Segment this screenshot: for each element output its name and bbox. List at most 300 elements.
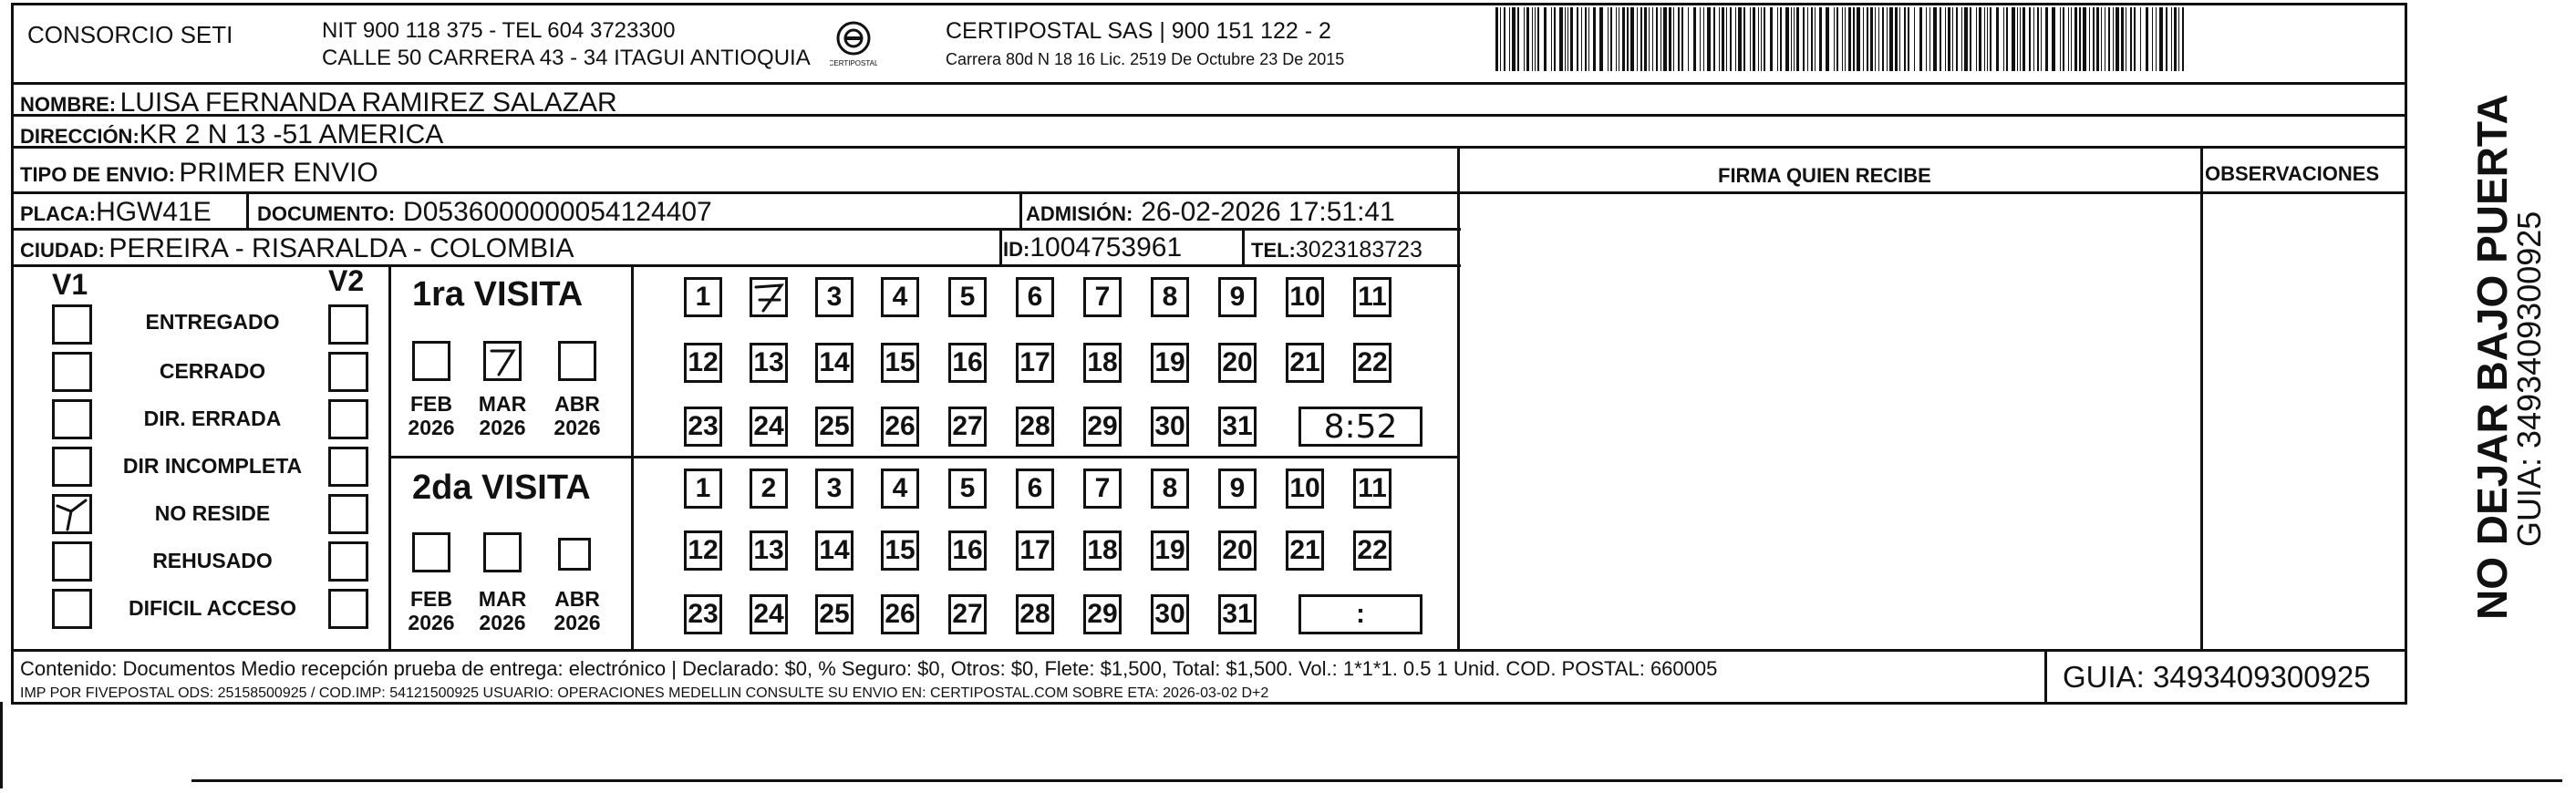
visit2-day-13[interactable]: 13 bbox=[750, 530, 788, 571]
visit1-day-20[interactable]: 20 bbox=[1218, 343, 1257, 383]
barcode-bar bbox=[1652, 7, 1653, 71]
barcode-bar bbox=[1758, 7, 1759, 71]
barcode-bar bbox=[1693, 7, 1696, 71]
barcode-bar bbox=[2108, 7, 2110, 71]
imp-line: IMP POR FIVEPOSTAL ODS: 25158500925 / COD.IMP: 54121500925 USUARIO: OPERACIONES MEDELLIN CONSULTE SU ENVIO EN: CERTIPOSTAL.COM SOBRE ETA: 2026-03-02 D+2 bbox=[20, 685, 1269, 701]
barcode-bar bbox=[2071, 7, 2072, 71]
barcode-bar bbox=[1663, 7, 1667, 71]
barcode-bar bbox=[1551, 7, 1552, 71]
barcode-bar bbox=[1945, 7, 1946, 71]
barcode-bar bbox=[1761, 7, 1762, 71]
barcode-bar bbox=[1834, 7, 1835, 71]
v2-checkbox-rehusado[interactable] bbox=[328, 541, 368, 582]
visit1-month-abr-checkbox[interactable] bbox=[558, 341, 596, 381]
visit1-day-4[interactable]: 4 bbox=[881, 277, 919, 317]
v2-checkbox-no-reside[interactable] bbox=[328, 494, 368, 534]
barcode-bar bbox=[1512, 7, 1516, 71]
barcode-bar bbox=[2101, 7, 2102, 71]
barcode-bar bbox=[1750, 7, 1751, 71]
visit2-title: 2da VISITA bbox=[412, 469, 591, 507]
side-guia: GUIA: 3493409300925 bbox=[2510, 211, 2548, 547]
barcode-bar bbox=[1770, 7, 1773, 71]
visit2-month-abr: ABR 2026 bbox=[553, 587, 601, 635]
barcode-bar bbox=[2029, 7, 2031, 71]
visit2-day-2[interactable]: 2 bbox=[750, 469, 788, 509]
visit1-day-25[interactable]: 25 bbox=[815, 407, 853, 447]
barcode-bar bbox=[1722, 7, 1724, 71]
barcode-bar bbox=[1735, 7, 1736, 71]
barcode-bar bbox=[1526, 7, 1529, 71]
logo-icon bbox=[830, 18, 877, 73]
barcode-bar bbox=[1585, 7, 1587, 71]
barcode-bar bbox=[1504, 7, 1505, 71]
barcode-bar bbox=[1730, 7, 1732, 71]
visit2-day-26[interactable]: 26 bbox=[881, 594, 919, 634]
barcode-bar bbox=[2003, 7, 2004, 71]
barcode-bar bbox=[1713, 7, 1715, 71]
handwritten-mark-icon bbox=[752, 280, 785, 314]
status-label-dir-errada: DIR. ERRADA bbox=[143, 407, 282, 430]
barcode-bar bbox=[1644, 7, 1647, 71]
barcode-bar bbox=[1660, 7, 1661, 71]
plate-divider bbox=[246, 191, 249, 228]
barcode-bar bbox=[1948, 7, 1950, 71]
visit2-day-10[interactable]: 10 bbox=[1286, 469, 1324, 509]
barcode-bar bbox=[1863, 7, 1864, 71]
visit2-day-18[interactable]: 18 bbox=[1083, 530, 1122, 571]
visit2-day-5[interactable]: 5 bbox=[948, 469, 987, 509]
admission-value: 26-02-2026 17:51:41 bbox=[1141, 197, 1395, 227]
barcode-bar bbox=[1649, 7, 1650, 71]
barcode-bar bbox=[1987, 7, 1988, 71]
barcode-bar bbox=[2156, 7, 2157, 71]
license-line: Carrera 80d N 18 16 Lic. 2519 De Octubre 23 De 2015 bbox=[946, 50, 1345, 68]
visit1-day-22[interactable]: 22 bbox=[1353, 343, 1391, 383]
barcode-bar bbox=[1929, 7, 1930, 71]
barcode-bar bbox=[1577, 7, 1578, 71]
barcode-bar bbox=[1807, 7, 1808, 71]
barcode-bar bbox=[1785, 7, 1789, 71]
barcode-bar bbox=[1753, 7, 1755, 71]
barcode-bar bbox=[1933, 7, 1937, 71]
visit2-day-14[interactable]: 14 bbox=[815, 530, 853, 571]
barcode-bar bbox=[2006, 7, 2008, 71]
barcode-bar bbox=[1895, 7, 1898, 71]
visit2-day-25[interactable]: 25 bbox=[815, 594, 853, 634]
barcode-bar bbox=[2063, 7, 2064, 71]
barcode-bar bbox=[2178, 7, 2179, 71]
admission-divider bbox=[1019, 191, 1022, 228]
name-label: NOMBRE: bbox=[20, 93, 117, 116]
barcode-bar bbox=[1777, 7, 1778, 71]
barcode-bar bbox=[1984, 7, 1985, 71]
city-value: PEREIRA - RISARALDA - COLOMBIA bbox=[109, 233, 574, 263]
v2-checkbox-cerrado[interactable] bbox=[328, 352, 368, 392]
observations-header: OBSERVACIONES bbox=[2205, 162, 2380, 185]
barcode-bar bbox=[2023, 7, 2025, 71]
visit2-day-30[interactable]: 30 bbox=[1151, 594, 1189, 634]
document-label: DOCUMENTO: bbox=[257, 202, 396, 225]
barcode-bar bbox=[1608, 7, 1609, 71]
visit1-day-31[interactable]: 31 bbox=[1218, 407, 1257, 447]
barcode-bar bbox=[1889, 7, 1893, 71]
barcode-bar bbox=[2116, 7, 2119, 71]
barcode-bar bbox=[1899, 7, 1900, 71]
barcode-bar bbox=[2020, 7, 2021, 71]
barcode-bar bbox=[2074, 7, 2077, 71]
barcode-bar bbox=[1610, 7, 1612, 71]
barcode-bar bbox=[1836, 7, 1838, 71]
barcode-bar bbox=[1570, 7, 1573, 71]
visit1-day-30[interactable]: 30 bbox=[1151, 407, 1189, 447]
barcode-bar bbox=[1990, 7, 1991, 71]
no-dejar-warning: NO DEJAR BAJO PUERTA bbox=[2468, 94, 2516, 620]
courier-line: CERTIPOSTAL SAS | 900 151 122 - 2 bbox=[946, 18, 1331, 44]
id-value: 1004753961 bbox=[1029, 232, 1183, 263]
visit1-time-box[interactable] bbox=[1298, 407, 1422, 447]
barcode-bar bbox=[1826, 7, 1829, 71]
visit2-day-23[interactable]: 23 bbox=[684, 594, 722, 634]
visit1-day-8[interactable]: 8 bbox=[1151, 277, 1189, 317]
svg-text:CERTIPOSTAL: CERTIPOSTAL bbox=[830, 59, 877, 67]
barcode-bar bbox=[1857, 7, 1860, 71]
barcode-bar bbox=[1819, 7, 1822, 71]
barcode-bar bbox=[2130, 7, 2132, 71]
bottom-edge-line bbox=[191, 779, 2562, 782]
barcode-bar bbox=[2113, 7, 2114, 71]
visit1-day-13[interactable]: 13 bbox=[750, 343, 788, 383]
visit2-day-11[interactable]: 11 bbox=[1353, 469, 1391, 509]
visit2-day-29[interactable]: 29 bbox=[1083, 594, 1122, 634]
barcode-bar bbox=[1875, 7, 1876, 71]
barcode-bar bbox=[1796, 7, 1799, 71]
id-divider bbox=[999, 228, 1002, 264]
visit2-day-7[interactable]: 7 bbox=[1083, 469, 1122, 509]
visit2-day-16[interactable]: 16 bbox=[948, 530, 987, 571]
visit1-day-16[interactable]: 16 bbox=[948, 343, 987, 383]
visit1-day-24[interactable]: 24 bbox=[750, 407, 788, 447]
barcode-bar bbox=[1815, 7, 1816, 71]
visit2-day-1[interactable]: 1 bbox=[684, 469, 722, 509]
barcode-bar bbox=[1794, 7, 1795, 71]
visit2-day-17[interactable]: 17 bbox=[1016, 530, 1054, 571]
barcode-bar bbox=[2093, 7, 2095, 71]
visit1-month-feb-checkbox[interactable] bbox=[412, 341, 450, 381]
barcode-bar bbox=[1726, 7, 1727, 71]
barcode-bar bbox=[1656, 7, 1658, 71]
address-line: CALLE 50 CARRERA 43 - 34 ITAGUI ANTIOQUIA bbox=[322, 46, 811, 70]
v1-checkbox-dificil-acceso[interactable] bbox=[52, 589, 92, 629]
barcode-bar bbox=[1914, 7, 1915, 71]
left-edge-line bbox=[0, 702, 3, 788]
visit2-day-24[interactable]: 24 bbox=[750, 594, 788, 634]
visit2-day-31[interactable]: 31 bbox=[1218, 594, 1257, 634]
address-value: KR 2 N 13 -51 AMERICA bbox=[139, 119, 444, 149]
barcode-bar bbox=[1593, 7, 1596, 71]
v2-checkbox-dificil-acceso[interactable] bbox=[328, 589, 368, 629]
guia-box: GUIA: 3493409300925 bbox=[2063, 660, 2371, 694]
barcode-bar bbox=[1495, 7, 1498, 71]
barcode-bar bbox=[1567, 7, 1568, 71]
barcode-bar bbox=[1811, 7, 1813, 71]
document-value: D0536000000054124407 bbox=[403, 197, 712, 227]
v2-checkbox-entregado[interactable] bbox=[328, 304, 368, 345]
visit1-day-27[interactable]: 27 bbox=[948, 407, 987, 447]
barcode-bar bbox=[2033, 7, 2034, 71]
barcode-bar bbox=[1961, 7, 1962, 71]
visit1-day-10[interactable]: 10 bbox=[1286, 277, 1324, 317]
barcode-bar bbox=[1848, 7, 1851, 71]
visit1-day-11[interactable]: 11 bbox=[1353, 277, 1391, 317]
visit1-day-18[interactable]: 18 bbox=[1083, 343, 1122, 383]
type-label: TIPO DE ENVIO: bbox=[20, 163, 175, 186]
barcode-bar bbox=[1882, 7, 1884, 71]
v1-checkbox-dir-errada[interactable] bbox=[52, 399, 92, 439]
visit1-month-mar-checkbox[interactable] bbox=[483, 341, 522, 381]
admission-label: ADMISIÓN: bbox=[1026, 202, 1133, 225]
visit1-day-12[interactable]: 12 bbox=[684, 343, 722, 383]
observations-left-border bbox=[2200, 146, 2203, 650]
visit-divider bbox=[388, 456, 1457, 458]
company-name: CONSORCIO SETI bbox=[27, 21, 233, 48]
visit2-day-20[interactable]: 20 bbox=[1218, 530, 1257, 571]
barcode-bar bbox=[1532, 7, 1533, 71]
v1-checkbox-no-reside[interactable] bbox=[52, 494, 92, 534]
tel-label: TEL: bbox=[1251, 239, 1296, 262]
visit1-day-6[interactable]: 6 bbox=[1016, 277, 1054, 317]
barcode-bar bbox=[1940, 7, 1941, 71]
visit2-time-value: : bbox=[1356, 599, 1365, 629]
barcode-bar bbox=[1952, 7, 1953, 71]
barcode-bar bbox=[1919, 7, 1922, 71]
barcode-bar bbox=[1559, 7, 1563, 71]
visit1-day-14[interactable]: 14 bbox=[815, 343, 853, 383]
visit1-day-19[interactable]: 19 bbox=[1151, 343, 1189, 383]
barcode-bar bbox=[1622, 7, 1625, 71]
barcode-bar bbox=[1678, 7, 1680, 71]
barcode-bar bbox=[1616, 7, 1617, 71]
barcode-bar bbox=[1707, 7, 1711, 71]
barcode-bar bbox=[2068, 7, 2069, 71]
status-label-no-reside: NO RESIDE bbox=[154, 501, 271, 525]
barcode-bar bbox=[1764, 7, 1765, 71]
visit2-month-mar-checkbox[interactable] bbox=[483, 532, 522, 572]
barcode-bar bbox=[2182, 7, 2184, 71]
barcode-bar bbox=[2060, 7, 2061, 71]
barcode-bar bbox=[1581, 7, 1582, 71]
visit2-day-8[interactable]: 8 bbox=[1151, 469, 1189, 509]
barcode-bar bbox=[1517, 7, 1519, 71]
barcode-bar bbox=[2174, 7, 2177, 71]
barcode-bar bbox=[1979, 7, 1981, 71]
address-label: DIRECCIÓN: bbox=[20, 125, 140, 148]
barcode-bar bbox=[1803, 7, 1805, 71]
visit2-day-15[interactable]: 15 bbox=[881, 530, 919, 571]
barcode-bar bbox=[1669, 7, 1671, 71]
barcode-bar bbox=[1500, 7, 1501, 71]
visit1-title: 1ra VISITA bbox=[412, 275, 584, 314]
plate-label: PLACA: bbox=[20, 202, 97, 225]
visit1-day-3[interactable]: 3 bbox=[815, 277, 853, 317]
visit1-day-29[interactable]: 29 bbox=[1083, 407, 1122, 447]
grid-bottom-divider bbox=[11, 649, 2407, 652]
v2-checkbox-dir-incompleta[interactable] bbox=[328, 447, 368, 487]
barcode-bar bbox=[1738, 7, 1742, 71]
barcode-bar bbox=[1926, 7, 1927, 71]
barcode-bar bbox=[1524, 7, 1525, 71]
barcode-bar bbox=[1554, 7, 1556, 71]
barcode-bar bbox=[1870, 7, 1873, 71]
barcode-bar bbox=[2012, 7, 2015, 71]
barcode-bar bbox=[1867, 7, 1868, 71]
barcode-bar bbox=[1878, 7, 1879, 71]
barcode-bar bbox=[2079, 7, 2081, 71]
v1-checkbox-rehusado[interactable] bbox=[52, 541, 92, 582]
name-value: LUISA FERNANDA RAMIREZ SALAZAR bbox=[119, 88, 617, 118]
barcode-bar bbox=[1537, 7, 1539, 71]
visit2-day-22[interactable]: 22 bbox=[1353, 530, 1391, 571]
barcode-bar bbox=[1743, 7, 1745, 71]
visit1-day-5[interactable]: 5 bbox=[948, 277, 987, 317]
visit2-day-3[interactable]: 3 bbox=[815, 469, 853, 509]
nit-line: NIT 900 118 375 - TEL 604 3723300 bbox=[322, 18, 676, 43]
barcode-bar bbox=[1627, 7, 1629, 71]
visit1-day-26[interactable]: 26 bbox=[881, 407, 919, 447]
visit1-day-9[interactable]: 9 bbox=[1218, 277, 1257, 317]
v1-checkbox-cerrado[interactable] bbox=[52, 352, 92, 392]
visit2-month-mar: MAR 2026 bbox=[478, 587, 527, 635]
id-label: ID: bbox=[1003, 238, 1030, 261]
barcode-bar bbox=[1996, 7, 1999, 71]
visit2-day-27[interactable]: 27 bbox=[948, 594, 987, 634]
visit2-month-feb: FEB 2026 bbox=[408, 587, 455, 635]
barcode-bar bbox=[2045, 7, 2048, 71]
barcode-bar bbox=[1887, 7, 1888, 71]
visit1-day-2[interactable] bbox=[750, 277, 788, 317]
status-label-rehusado: REHUSADO bbox=[152, 549, 273, 572]
barcode-bar bbox=[1509, 7, 1510, 71]
barcode-bar bbox=[1845, 7, 1846, 71]
visit1-time-value: 8:52 bbox=[1323, 407, 1398, 446]
barcode-bar bbox=[1791, 7, 1792, 71]
barcode-bar bbox=[2166, 7, 2167, 71]
barcode-bar bbox=[2140, 7, 2141, 71]
handwritten-seven-icon bbox=[486, 344, 519, 378]
barcode-bar bbox=[1535, 7, 1536, 71]
visit1-day-7[interactable]: 7 bbox=[1083, 277, 1122, 317]
barcode-bar bbox=[2159, 7, 2163, 71]
barcode-bar bbox=[1544, 7, 1547, 71]
visit1-day-1[interactable]: 1 bbox=[684, 277, 722, 317]
row-divider-5 bbox=[11, 264, 1461, 267]
barcode-bar bbox=[1673, 7, 1674, 71]
barcode-bar bbox=[2089, 7, 2090, 71]
visit1-day-28[interactable]: 28 bbox=[1016, 407, 1054, 447]
barcode-bar bbox=[2096, 7, 2099, 71]
type-value: PRIMER ENVIO bbox=[179, 158, 378, 188]
visit1-month-mar: MAR 2026 bbox=[478, 392, 527, 440]
barcode-bar bbox=[1976, 7, 1977, 71]
barcode-bar bbox=[2052, 7, 2055, 71]
barcode-bar bbox=[1956, 7, 1958, 71]
v2-checkbox-dir-errada[interactable] bbox=[328, 399, 368, 439]
visit2-day-12[interactable]: 12 bbox=[684, 530, 722, 571]
barcode-bar bbox=[1964, 7, 1968, 71]
visit1-day-17[interactable]: 17 bbox=[1016, 343, 1054, 383]
visit2-day-6[interactable]: 6 bbox=[1016, 469, 1054, 509]
barcode-bar bbox=[2017, 7, 2018, 71]
visit2-day-21[interactable]: 21 bbox=[1286, 530, 1324, 571]
barcode-bar bbox=[2146, 7, 2148, 71]
status-label-cerrado: CERRADO bbox=[159, 359, 266, 383]
visit1-month-abr: ABR 2026 bbox=[553, 392, 601, 440]
barcode-bar bbox=[2121, 7, 2124, 71]
barcode-bar bbox=[1588, 7, 1589, 71]
row-divider-3 bbox=[11, 191, 2407, 194]
barcode-bar bbox=[2134, 7, 2136, 71]
barcode-bar bbox=[1719, 7, 1720, 71]
barcode-bar bbox=[1842, 7, 1843, 71]
barcode-bar bbox=[1853, 7, 1855, 71]
barcode-bar bbox=[1599, 7, 1603, 71]
barcode-bar bbox=[1637, 7, 1638, 71]
barcode-bar bbox=[1688, 7, 1689, 71]
v2-label: V2 bbox=[328, 264, 365, 297]
barcode-bar bbox=[2083, 7, 2086, 71]
barcode-bar bbox=[1703, 7, 1704, 71]
status-label-dificil-acceso: DIFICIL ACCESO bbox=[128, 596, 296, 620]
visit1-month-feb: FEB 2026 bbox=[408, 392, 455, 440]
visit2-month-feb-checkbox[interactable] bbox=[412, 532, 450, 572]
signature-header: FIRMA QUIEN RECIBE bbox=[1718, 164, 1931, 187]
visit1-day-21[interactable]: 21 bbox=[1286, 343, 1324, 383]
guia-box-divider bbox=[2044, 649, 2047, 705]
visit2-day-28[interactable]: 28 bbox=[1016, 594, 1054, 634]
visit2-day-19[interactable]: 19 bbox=[1151, 530, 1189, 571]
v1-label: V1 bbox=[52, 268, 88, 301]
status-label-entregado: ENTREGADO bbox=[145, 310, 280, 334]
barcode-bar bbox=[2037, 7, 2039, 71]
visit1-day-15[interactable]: 15 bbox=[881, 343, 919, 383]
tel-value: 3023183723 bbox=[1295, 237, 1422, 263]
city-label: CIUDAD: bbox=[20, 239, 105, 262]
visit2-day-9[interactable]: 9 bbox=[1218, 469, 1257, 509]
visit2-time-box[interactable] bbox=[1298, 594, 1422, 634]
handwritten-check-icon bbox=[55, 497, 89, 531]
barcode-bar bbox=[1904, 7, 1906, 71]
visit2-day-4[interactable]: 4 bbox=[881, 469, 919, 509]
barcode-bar bbox=[1565, 7, 1566, 71]
v1-checkbox-dir-incompleta[interactable] bbox=[52, 447, 92, 487]
barcode-bar bbox=[1700, 7, 1701, 71]
v1-checkbox-entregado[interactable] bbox=[52, 304, 92, 345]
barcode-bar bbox=[1681, 7, 1683, 71]
tel-divider bbox=[1242, 228, 1245, 264]
visit2-month-abr-checkbox[interactable] bbox=[558, 538, 591, 571]
header-divider bbox=[11, 82, 2407, 85]
contents-line: Contenido: Documentos Medio recepción prueba de entrega: electrónico | Declarado: $0, % Seguro: $0, Otros: $0, Flete: $1,500, Total: $1,500. Vol.: 1*1*1. 0.5 1 Unid. COD. POSTAL: 660005 bbox=[20, 657, 1718, 680]
barcode-bar bbox=[2152, 7, 2153, 71]
visit1-day-23[interactable]: 23 bbox=[684, 407, 722, 447]
plate-value: HGW41E bbox=[96, 197, 212, 227]
barcode-bar bbox=[1970, 7, 1971, 71]
certipostal-logo bbox=[830, 18, 877, 73]
status-label-dir-incompleta: DIR INCOMPLETA bbox=[122, 454, 303, 478]
barcode-bar bbox=[2171, 7, 2172, 71]
barcode-bar bbox=[1780, 7, 1782, 71]
barcode-bar bbox=[1908, 7, 1909, 71]
barcode bbox=[1495, 0, 2188, 73]
